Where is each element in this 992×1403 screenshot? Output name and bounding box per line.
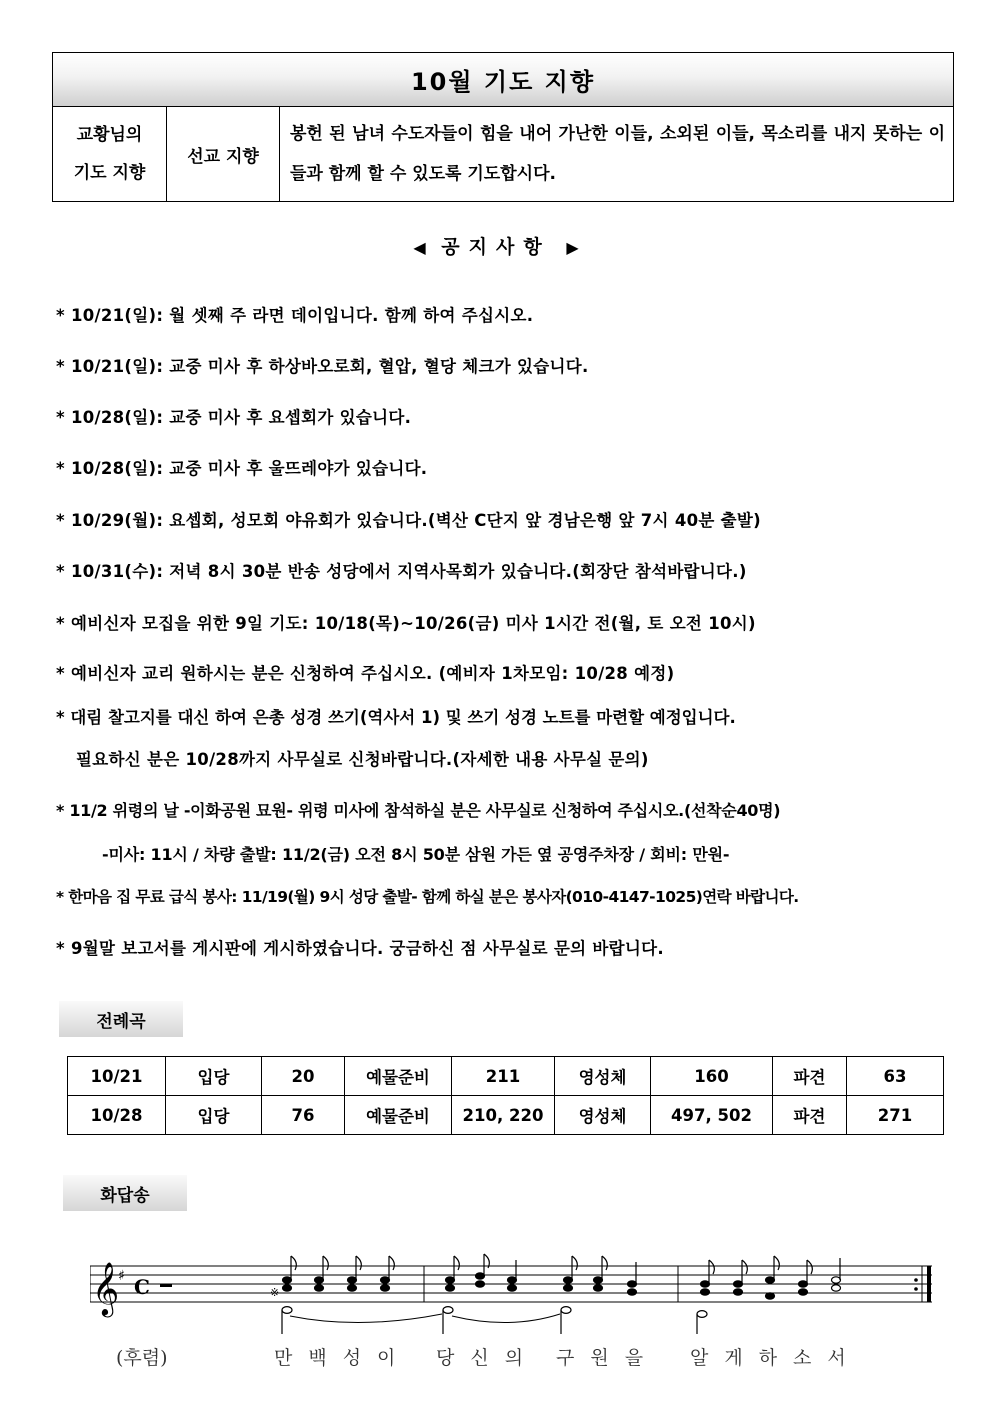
lyrics-part: 알게하소서 bbox=[690, 1347, 862, 1369]
notice-item: * 예비신자 모집을 위한 9일 기도: 10/18(목)~10/26(금) 미사 1시간 전(월, 토 오전 10시) bbox=[56, 614, 756, 633]
notice-item: * 10/28(일): 교중 미사 후 울뜨레야가 있습니다. bbox=[56, 459, 428, 478]
prayer-title: 10월 기도 지향 bbox=[53, 53, 953, 107]
table-row bbox=[68, 1096, 944, 1135]
prayer-row bbox=[53, 107, 953, 201]
lyrics-part: 구원을 bbox=[556, 1347, 660, 1369]
notice-item: * 10/29(월): 요셉회, 성모회 야유회가 있습니다.(벽산 C단지 앞 경남은행 앞 7시 40분 출발) bbox=[56, 511, 761, 530]
table-cell: 파견 bbox=[773, 1096, 847, 1135]
notice-item: * 10/31(수): 저녁 8시 30분 반송 성당에서 지역사목회가 있습니다.(회장단 참석바랍니다.) bbox=[56, 562, 747, 581]
table-cell: 영성체 bbox=[555, 1096, 651, 1135]
table-cell: 76 bbox=[262, 1096, 345, 1135]
notice-item: * 한마음 집 무료 급식 봉사: 11/19(월) 9시 성당 출발- 함께 하실 분은 봉사자(010-4147-1025)연락 바랍니다. bbox=[56, 888, 799, 906]
svg-text:♯: ♯ bbox=[118, 1268, 125, 1284]
prayer-intention-box bbox=[52, 52, 954, 202]
table-cell: 영성체 bbox=[555, 1057, 651, 1096]
pope-label-line2: 기도 지향 bbox=[73, 163, 146, 183]
table-cell: 예물준비 bbox=[345, 1096, 452, 1135]
notice-item: * 10/21(일): 교중 미사 후 하상바오로회, 혈압, 혈당 체크가 있습니다. bbox=[56, 357, 589, 376]
table-cell: 497, 502 bbox=[651, 1096, 773, 1135]
pope-intention-label bbox=[53, 107, 167, 201]
triangle-left-icon: ◀ bbox=[413, 238, 426, 257]
notice-item: * 대림 찰고지를 대신 하여 은총 성경 쓰기(역사서 1) 및 쓰기 성경 노트를 마련할 예정입니다. bbox=[56, 708, 736, 727]
notice-item-continuation: -미사: 11시 / 차량 출발: 11/2(금) 오전 8시 50분 삼원 가든 옆 공영주차장 / 회비: 만원- bbox=[102, 845, 730, 864]
pope-label-line1: 교황님의 bbox=[76, 125, 143, 145]
svg-text:𝄞: 𝄞 bbox=[92, 1261, 120, 1315]
svg-text:C: C bbox=[134, 1275, 150, 1299]
lyrics-part: 당신의 bbox=[436, 1347, 540, 1369]
table-row bbox=[68, 1057, 944, 1096]
liturgy-section-label: 전례곡 bbox=[59, 1001, 183, 1037]
prayer-intention-text: 봉헌 된 남녀 수도자들이 힘을 내어 가난한 이들, 소외된 이들, 목소리를 내지 못하는 이들과 함께 할 수 있도록 기도합시다. bbox=[290, 124, 945, 184]
table-cell: 10/28 bbox=[68, 1096, 166, 1135]
table-cell: 예물준비 bbox=[345, 1057, 452, 1096]
notice-item: * 예비신자 교리 원하시는 분은 신청하여 주십시오. (예비자 1차모임: 10/28 예정) bbox=[56, 664, 675, 683]
refrain-label: (후렴) bbox=[116, 1347, 168, 1369]
lyrics-part: 만백성이 bbox=[274, 1347, 412, 1369]
mission-intention-label: 선교 지향 bbox=[167, 107, 280, 201]
triangle-right-icon: ▶ bbox=[566, 238, 579, 257]
svg-text:※: ※ bbox=[270, 1286, 280, 1299]
table-cell: 63 bbox=[847, 1057, 944, 1096]
notice-heading bbox=[0, 232, 992, 259]
notice-item: * 11/2 위령의 날 -이화공원 묘원- 위령 미사에 참석하실 분은 사무실로 신청하여 주십시오.(선착순40명) bbox=[56, 801, 781, 820]
psalm-section-label: 화답송 bbox=[63, 1175, 187, 1211]
table-cell: 20 bbox=[262, 1057, 345, 1096]
notice-heading-text: 공지사항 bbox=[441, 236, 551, 258]
table-cell: 271 bbox=[847, 1096, 944, 1135]
notice-item: * 10/21(일): 월 셋째 주 라면 데이입니다. 함께 하여 주십시오. bbox=[56, 306, 534, 325]
table-cell: 10/21 bbox=[68, 1057, 166, 1096]
table-cell: 파견 bbox=[773, 1057, 847, 1096]
liturgy-table bbox=[67, 1056, 944, 1135]
table-cell: 입당 bbox=[166, 1096, 262, 1135]
table-cell: 입당 bbox=[166, 1057, 262, 1096]
notice-item-continuation: 필요하신 분은 10/28까지 사무실로 신청바랍니다.(자세한 내용 사무실 문의) bbox=[76, 750, 649, 769]
notice-item: * 9월말 보고서를 게시판에 게시하였습니다. 궁금하신 점 사무실로 문의 바랍니다. bbox=[56, 939, 664, 958]
notice-item: * 10/28(일): 교중 미사 후 요셉회가 있습니다. bbox=[56, 408, 412, 427]
table-cell: 211 bbox=[452, 1057, 555, 1096]
table-cell: 210, 220 bbox=[452, 1096, 555, 1135]
table-cell: 160 bbox=[651, 1057, 773, 1096]
music-score bbox=[90, 1250, 940, 1340]
